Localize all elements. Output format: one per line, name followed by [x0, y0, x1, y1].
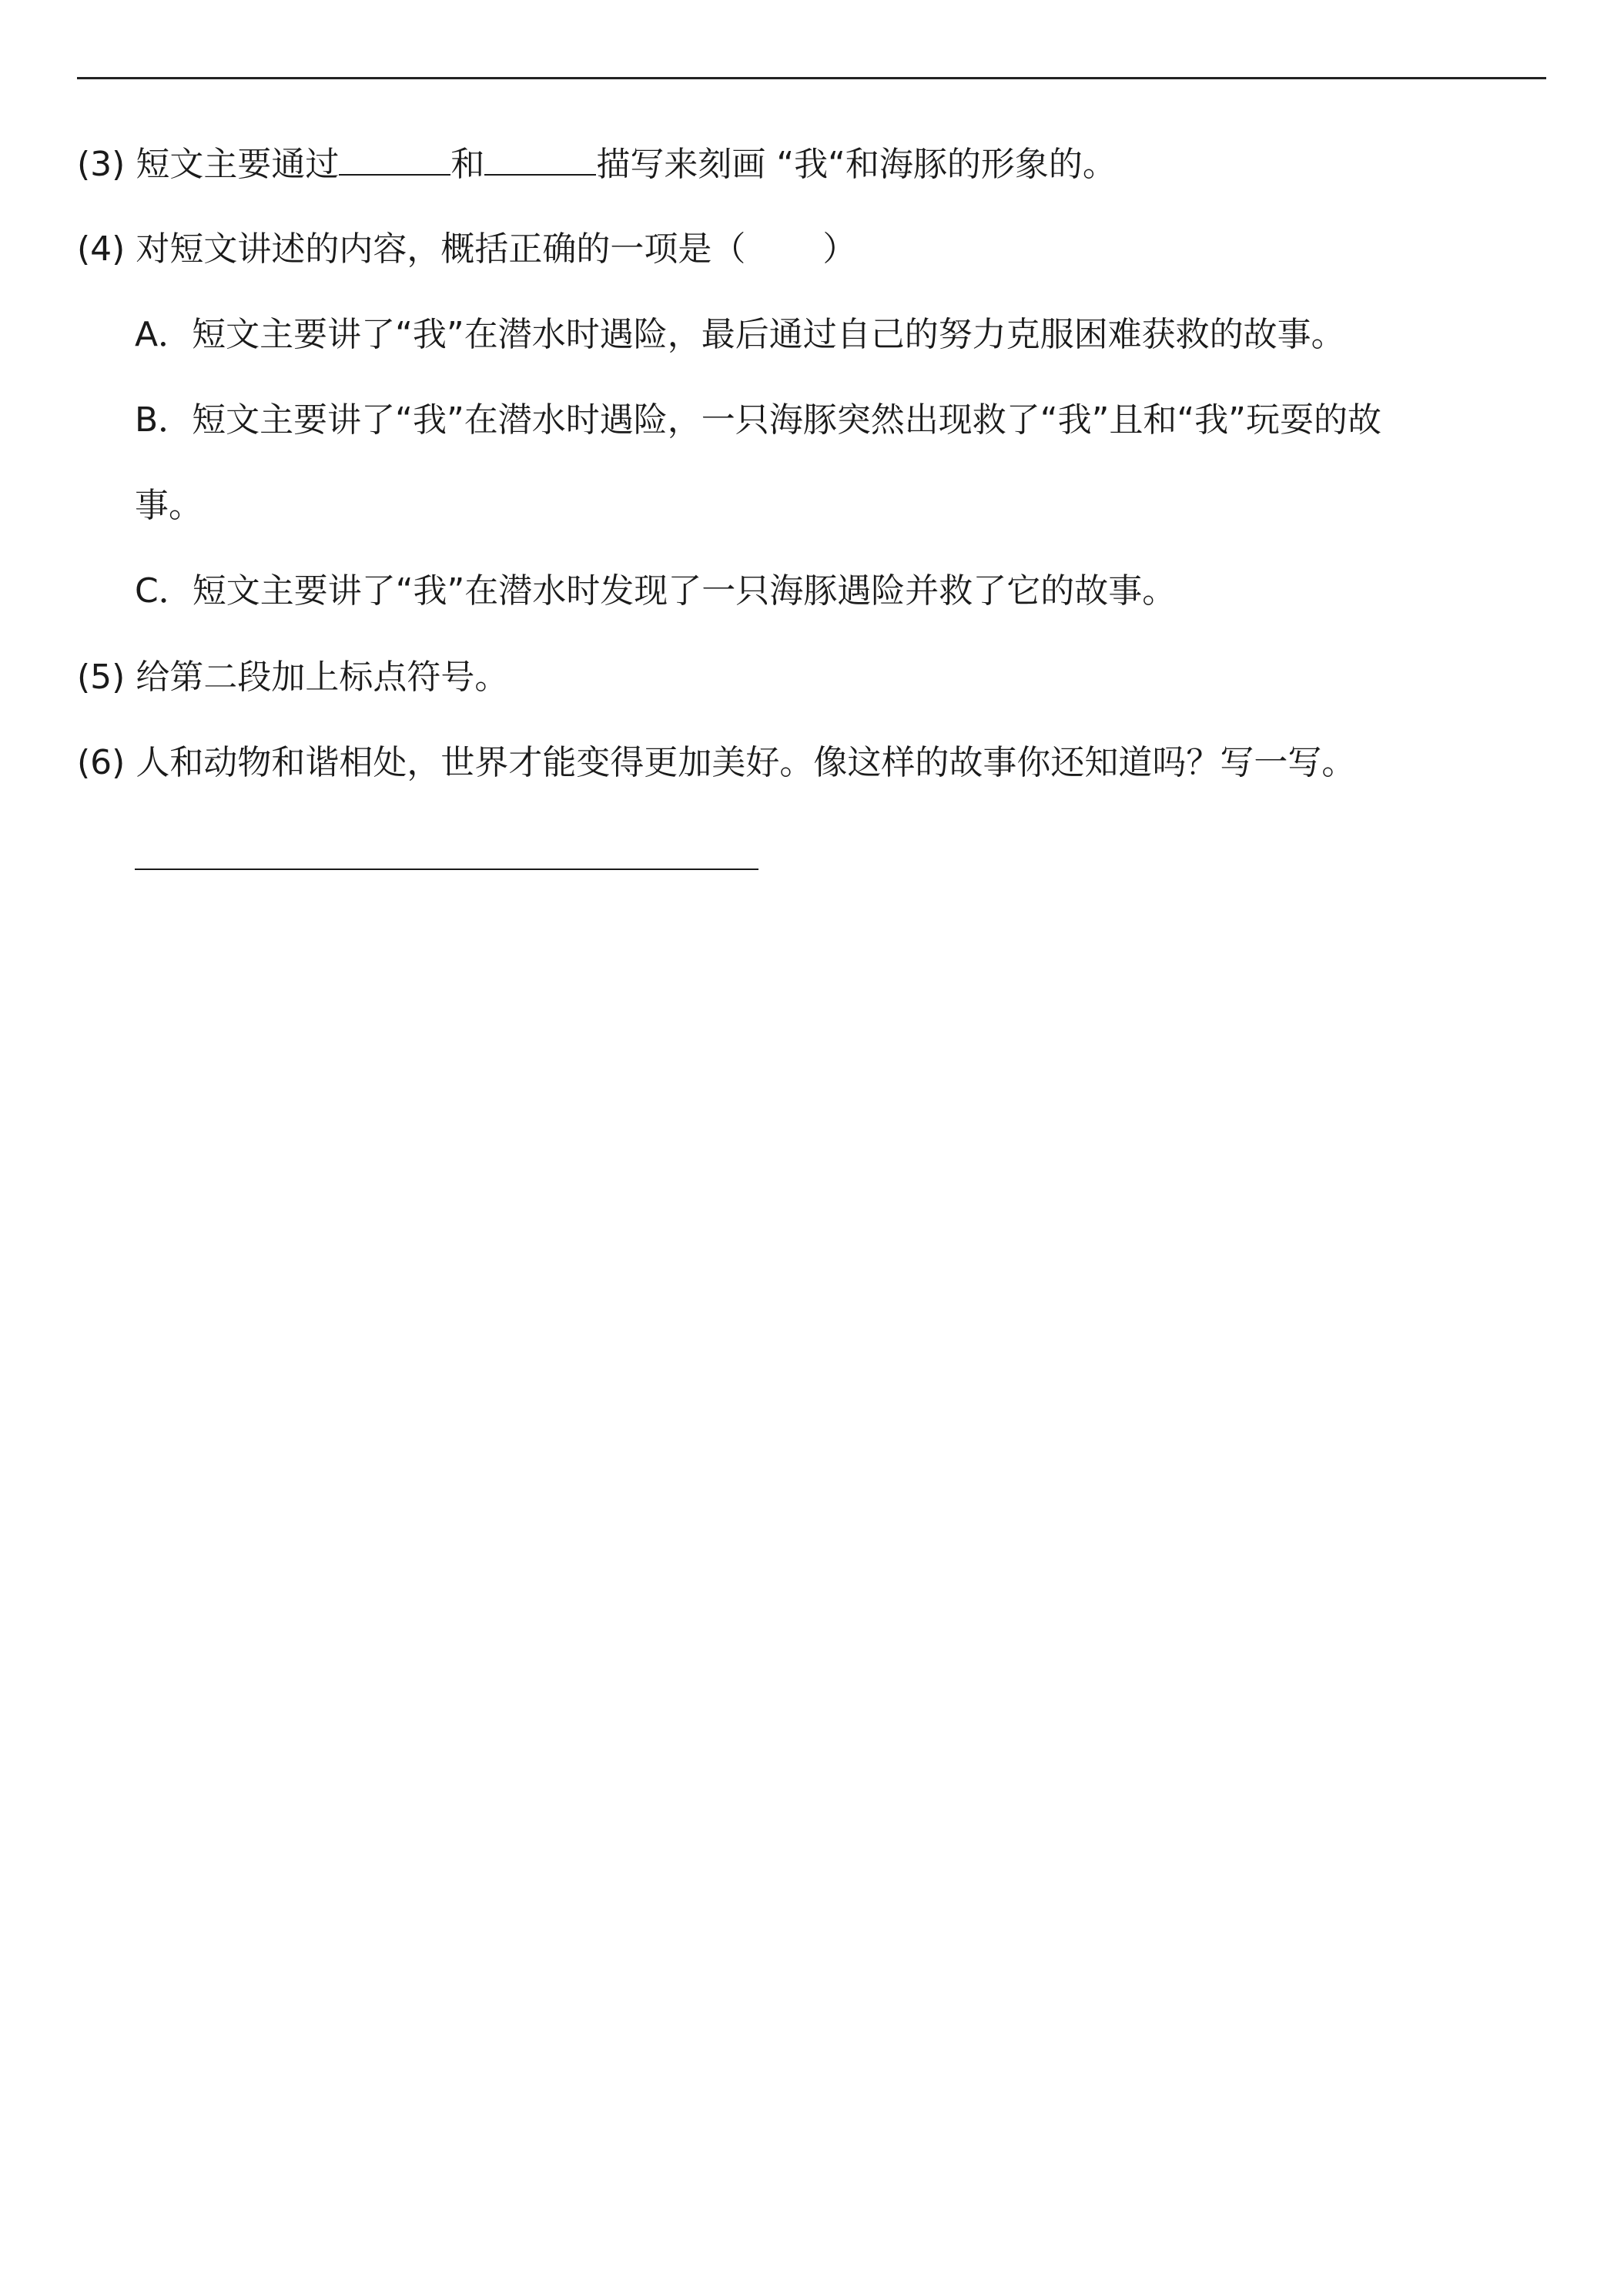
- question-6: [77, 740, 1355, 786]
- question-text: 短文主要通过: [136, 145, 340, 184]
- question-text: 给第二段加上标点符号。: [136, 658, 509, 697]
- option-text: B．短文主要讲了“我”在潜水时遇险，一只海豚突然出现救了“我”且和“我”玩耍的故: [135, 400, 1381, 440]
- question-text: 对短文讲述的内容，概括正确的一项是（: [136, 229, 746, 269]
- question-number: (5): [77, 658, 126, 697]
- option-text: 事。: [135, 486, 203, 525]
- option-a: [135, 312, 1345, 358]
- fill-blank-2[interactable]: [484, 142, 596, 176]
- option-text: C．短文主要讲了“我”在潜水时发现了一只海豚遇险并救了它的故事。: [135, 571, 1177, 611]
- question-3: [77, 142, 1117, 188]
- question-number: (6): [77, 743, 126, 782]
- question-5: [77, 654, 508, 701]
- question-text: ）: [822, 229, 857, 269]
- question-4: [77, 226, 856, 273]
- fill-blank-1[interactable]: [339, 142, 450, 176]
- header-divider: [77, 77, 1546, 79]
- option-b-continued: [135, 483, 203, 529]
- question-number: (3): [77, 145, 126, 184]
- question-text: 描写来刻画 “我“和海豚的形象的。: [596, 145, 1117, 184]
- option-b: [135, 397, 1381, 443]
- option-text: A．短文主要讲了“我”在潜水时遇险，最后通过自己的努力克服困难获救的故事。: [135, 315, 1345, 354]
- question-text: 人和动物和谐相处，世界才能变得更加美好。像这样的故事你还知道吗？写一写。: [136, 743, 1356, 782]
- answer-write-line[interactable]: [135, 869, 758, 870]
- option-c: [135, 568, 1176, 614]
- question-text: 和: [450, 145, 485, 184]
- question-number: (4): [77, 229, 126, 269]
